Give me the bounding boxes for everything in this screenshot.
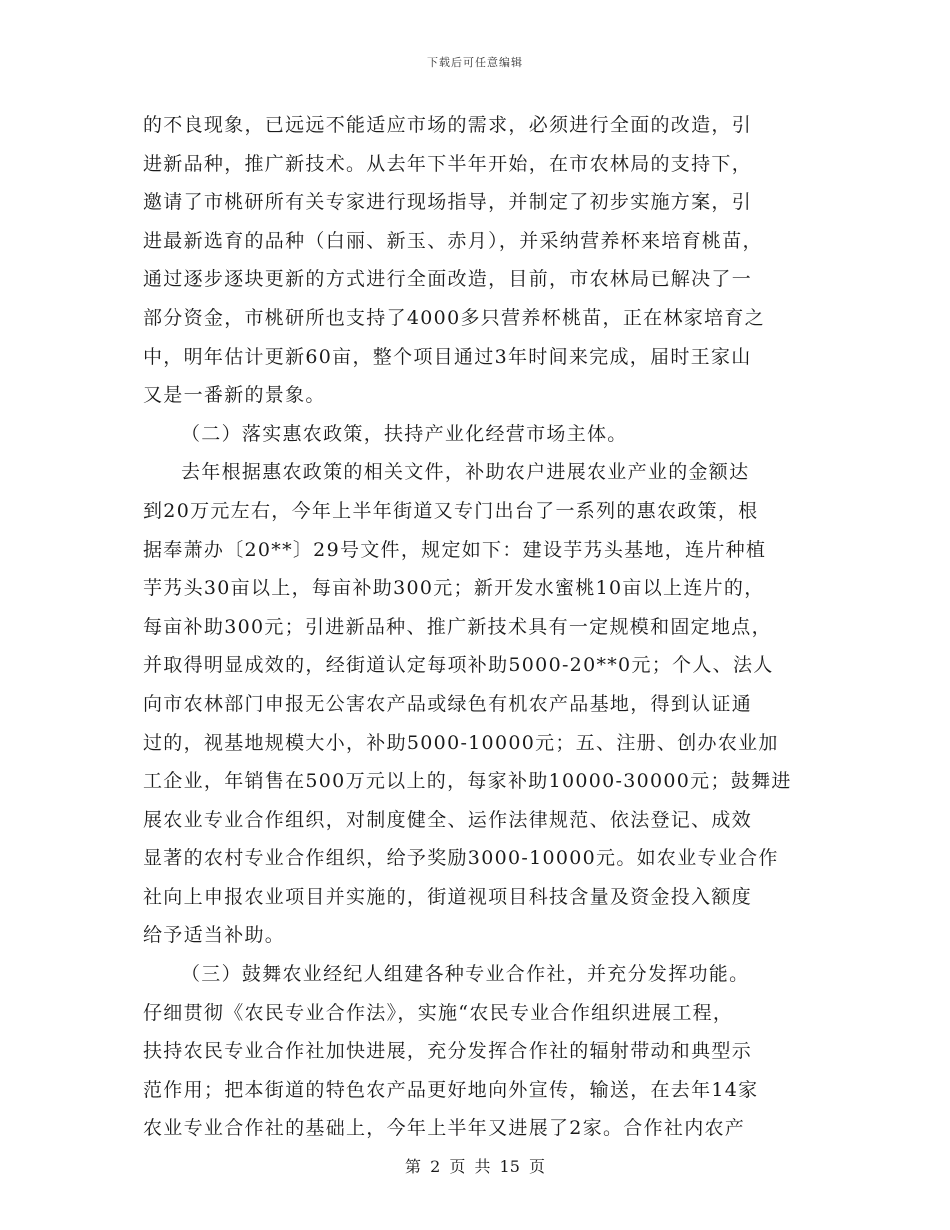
section-heading: （二）落实惠农政策，扶持产业化经营市场主体。	[181, 422, 628, 445]
paragraph-first-line: 去年根据惠农政策的相关文件，补助农户进展农业产业的金额达	[181, 461, 750, 484]
body-line: 邀请了市桃研所有关专家进行现场指导，并制定了初步实施方案，引	[143, 191, 753, 214]
body-line: 显著的农村专业合作组织，给予奖励3000-10000元。如农业专业合作	[143, 847, 779, 870]
document-body	[143, 106, 813, 1148]
body-line: 工企业，年销售在500万元以上的，每家补助10000-30000元；鼓舞进	[143, 770, 792, 793]
body-line: 据奉萧办〔20**〕29号文件，规定如下：建设芋艿头基地，连片种植	[143, 538, 767, 561]
body-line: 每亩补助300元；引进新品种、推广新技术具有一定规模和固定地点，	[143, 615, 772, 638]
body-line: 扶持农民专业合作社加快进展，充分发挥合作社的辐射带动和典型示	[143, 1040, 753, 1063]
page-header-note: 下载后可任意编辑	[427, 56, 523, 69]
body-line: 通过逐步逐块更新的方式进行全面改造，目前，市农林局已解决了一	[143, 268, 753, 291]
body-line: 向市农林部门申报无公害农产品或绿色有机农产品基地，得到认证通	[143, 692, 753, 715]
body-line: 的不良现象，已远远不能适应市场的需求，必须进行全面的改造，引	[143, 114, 753, 136]
body-line: 又是一番新的景象。	[143, 384, 326, 407]
body-line: 范作用；把本街道的特色农产品更好地向外宣传，输送，在去年14家	[143, 1078, 759, 1101]
body-line: 仔细贯彻《农民专业合作法》，实施“农民专业合作组织进展工程，	[143, 1001, 734, 1024]
body-line: 到20万元左右，今年上半年街道又专门出台了一系列的惠农政策，根	[143, 499, 759, 522]
body-line: 展农业专业合作组织，对制度健全、运作法律规范、依法登记、成效	[143, 808, 753, 831]
body-line: 给予适当补助。	[143, 924, 286, 947]
body-line: 中，明年估计更新60亩，整个项目通过3年时间来完成，届时王家山	[143, 345, 752, 368]
page-number-footer: 第 2 页 共 15 页	[405, 1157, 545, 1176]
body-line: 进最新选育的品种（白丽、新玉、赤月），并采纳营养杯来培育桃苗，	[143, 229, 763, 252]
body-line: 农业专业合作社的基础上，今年上半年又进展了2家。合作社内农产	[143, 1117, 746, 1140]
body-line: 社向上申报农业项目并实施的，街道视项目科技含量及资金投入额度	[143, 885, 753, 908]
section-heading: （三）鼓舞农业经纪人组建各种专业合作社，并充分发挥功能。	[181, 963, 750, 986]
body-line: 芋艿头30亩以上，每亩补助300元；新开发水蜜桃10亩以上连片的，	[143, 577, 765, 600]
body-line: 过的，视基地规模大小，补助5000-10000元；五、注册、创办农业加	[143, 731, 779, 754]
body-line: 进新品种，推广新技术。从去年下半年开始，在市农林局的支持下，	[143, 152, 753, 175]
body-line: 部分资金，市桃研所也支持了4000多只营养杯桃苗，正在林家培育之	[143, 306, 765, 329]
body-line: 并取得明显成效的，经街道认定每项补助5000-20**0元；个人、法人	[143, 654, 774, 677]
